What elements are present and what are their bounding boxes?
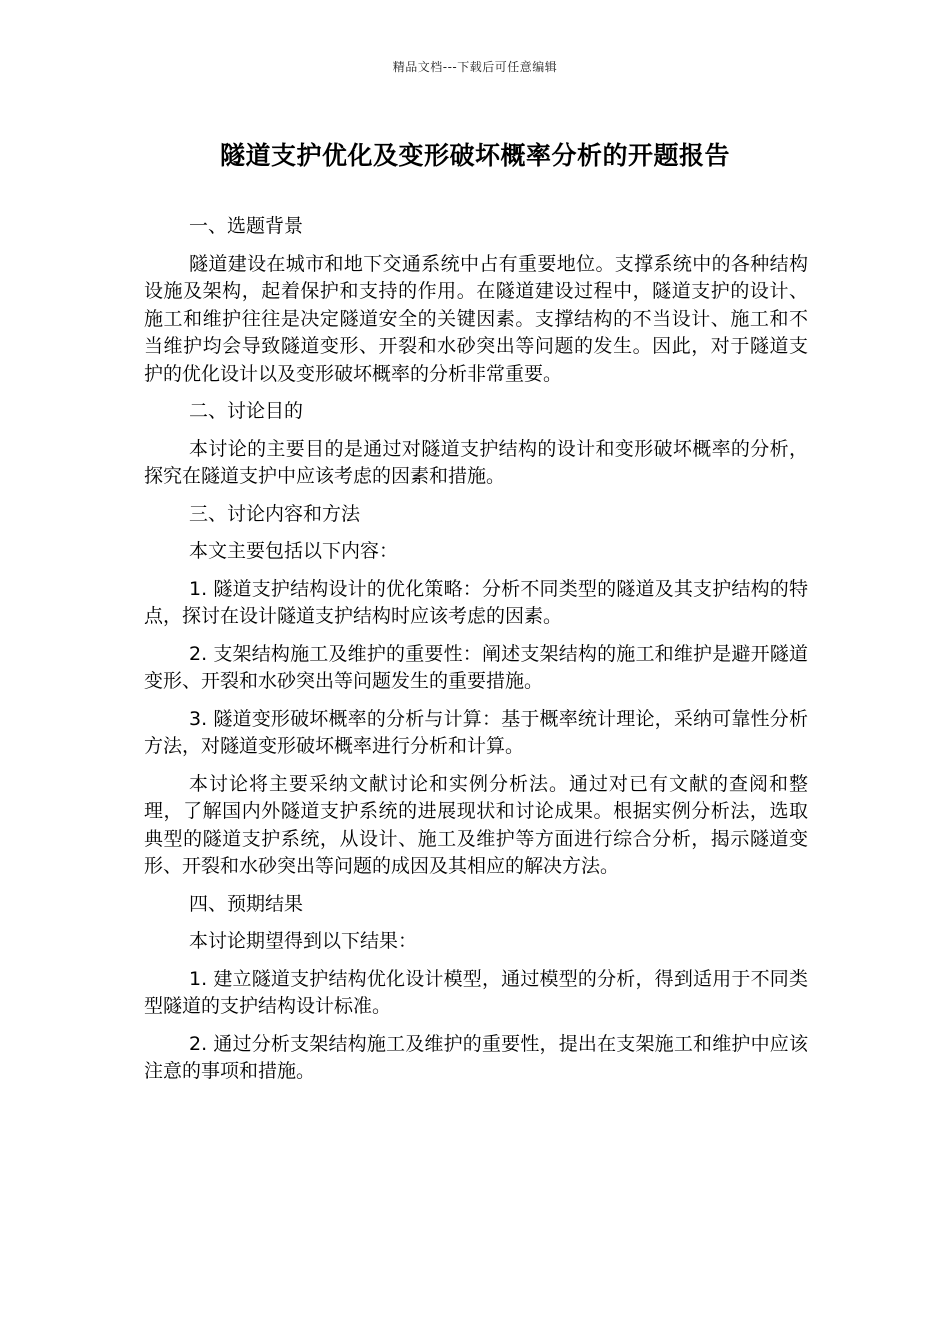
list-item: 3. 隧道变形破坏概率的分析与计算：基于概率统计理论，采纳可靠性分析方法，对隧道变形破坏概率进行分析和计算。 xyxy=(144,707,808,757)
section-heading: 一、选题背景 xyxy=(189,215,304,237)
section-heading: 四、预期结果 xyxy=(189,892,304,915)
list-item: 2. 支架结构施工及维护的重要性：阐述支架结构的施工和维护是避开隧道变形、开裂和水砂突出等问题发生的重要措施。 xyxy=(144,642,808,692)
body-paragraph: 本讨论将主要采纳文献讨论和实例分析法。通过对已有文献的查阅和整理，了解国内外隧道支护系统的进展现状和讨论成果。根据实例分析法，选取典型的隧道支护系统，从设计、施工及维护等方面进行综合分析，揭示隧道变形、开裂和水砂突出等问题的成因及其相应的解决方法。 xyxy=(144,772,808,877)
document-title: 隧道支护优化及变形破坏概率分析的开题报告 xyxy=(219,141,730,170)
list-item: 1. 隧道支护结构设计的优化策略：分析不同类型的隧道及其支护结构的特点，探讨在设计隧道支护结构时应该考虑的因素。 xyxy=(144,577,808,627)
body-paragraph: 本讨论期望得到以下结果： xyxy=(189,930,418,952)
body-paragraph: 本讨论的主要目的是通过对隧道支护结构的设计和变形破坏概率的分析，探究在隧道支护中应该考虑的因素和措施。 xyxy=(144,437,808,487)
list-item: 2. 通过分析支架结构施工及维护的重要性，提出在支架施工和维护中应该注意的事项和措施。 xyxy=(144,1032,808,1082)
list-item: 1. 建立隧道支护结构优化设计模型，通过模型的分析，得到适用于不同类型隧道的支护结构设计标准。 xyxy=(144,967,808,1017)
header-note: 精品文档---下载后可任意编辑 xyxy=(392,60,558,74)
section-heading: 二、讨论目的 xyxy=(189,400,304,422)
body-paragraph: 隧道建设在城市和地下交通系统中占有重要地位。支撑系统中的各种结构设施及架构，起着保护和支持的作用。在隧道建设过程中，隧道支护的设计、施工和维护往往是决定隧道安全的关键因素。支撑结构的不当设计、施工和不当维护均会导致隧道变形、开裂和水砂突出等问题的发生。因此，对于隧道支护的优化设计以及变形破坏概率的分析非常重要。 xyxy=(144,252,808,385)
document-body xyxy=(144,213,808,1096)
section-heading: 三、讨论内容和方法 xyxy=(189,502,361,525)
body-paragraph: 本文主要包括以下内容： xyxy=(189,540,399,562)
